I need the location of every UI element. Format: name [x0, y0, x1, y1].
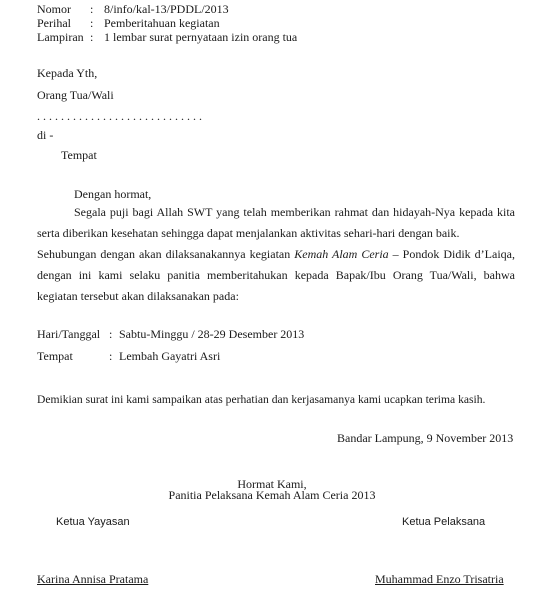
- date-label: Hari/Tanggal: [37, 327, 101, 341]
- paragraph-1-text: Segala puji bagi Allah SWT yang telah memberikan rahmat dan hidayah-Nya kepada kita serta diberikan kesehatan sehingga dapat menjalankan aktivitas sehari-hari dengan baik.: [37, 205, 515, 240]
- closing-text: Demikian surat ini kami sampaikan atas perhatian dan kerjasamanya kami ucapkan terima kasih.: [37, 393, 486, 406]
- recipient-dots: . . . . . . . . . . . . . . . . . . . . . . . . . . . .: [37, 109, 202, 123]
- recipient-tempat: Tempat: [61, 148, 97, 162]
- place-label: Tempat: [37, 349, 73, 363]
- nomor-colon: :: [90, 2, 94, 16]
- detail-place: [37, 349, 220, 364]
- nomor-value: 8/info/kal-13/PDDL/2013: [104, 2, 229, 16]
- place-value: Lembah Gayatri Asri: [119, 349, 221, 363]
- left-signatory-title: Ketua Yayasan: [56, 516, 130, 528]
- right-signatory-name: Muhammad Enzo Trisatria: [375, 572, 504, 586]
- recipient-di: di -: [37, 128, 54, 142]
- recipient-line2: Orang Tua/Wali: [37, 88, 114, 102]
- date-colon: :: [109, 327, 113, 341]
- recipient-line1: Kepada Yth,: [37, 66, 98, 80]
- paragraph-2-text-a: Sehubungan dengan akan dilaksanakannya kegiatan: [37, 247, 295, 261]
- place-date: Bandar Lampung, 9 November 2013: [337, 431, 514, 445]
- meta-lampiran: [37, 30, 297, 45]
- detail-date: [37, 327, 304, 342]
- date-value: Sabtu-Minggu / 28-29 Desember 2013: [119, 327, 305, 341]
- paragraph-1: [37, 202, 515, 244]
- nomor-label: Nomor: [37, 2, 71, 16]
- meta-perihal: [37, 16, 220, 31]
- right-signatory-title: Ketua Pelaksana: [402, 516, 486, 528]
- perihal-value: Pemberitahuan kegiatan: [104, 16, 220, 30]
- left-signatory-name: Karina Annisa Pratama: [37, 572, 149, 586]
- committee-name: Panitia Pelaksana Kemah Alam Ceria 2013: [168, 488, 376, 502]
- lampiran-colon: :: [90, 30, 94, 44]
- lampiran-value: 1 lembar surat pernyataan izin orang tua: [104, 30, 298, 44]
- place-colon: :: [109, 349, 113, 363]
- perihal-colon: :: [90, 16, 94, 30]
- regards: Hormat Kami,: [237, 477, 307, 491]
- event-name: Kemah Alam Ceria: [294, 247, 389, 261]
- perihal-label: Perihal: [37, 16, 71, 30]
- lampiran-label: Lampiran: [37, 30, 84, 44]
- meta-nomor: [37, 2, 229, 17]
- salutation: Dengan hormat,: [74, 187, 152, 201]
- paragraph-2: [37, 244, 515, 307]
- paragraph-2-text-b: – Pondok Didik d’Laiqa, dengan ini kami selaku panitia memberitahukan kepada Bapak/Ibu Orang Tua/Wali, bahwa kegiatan tersebut akan dilaksanakan pada:: [37, 247, 515, 303]
